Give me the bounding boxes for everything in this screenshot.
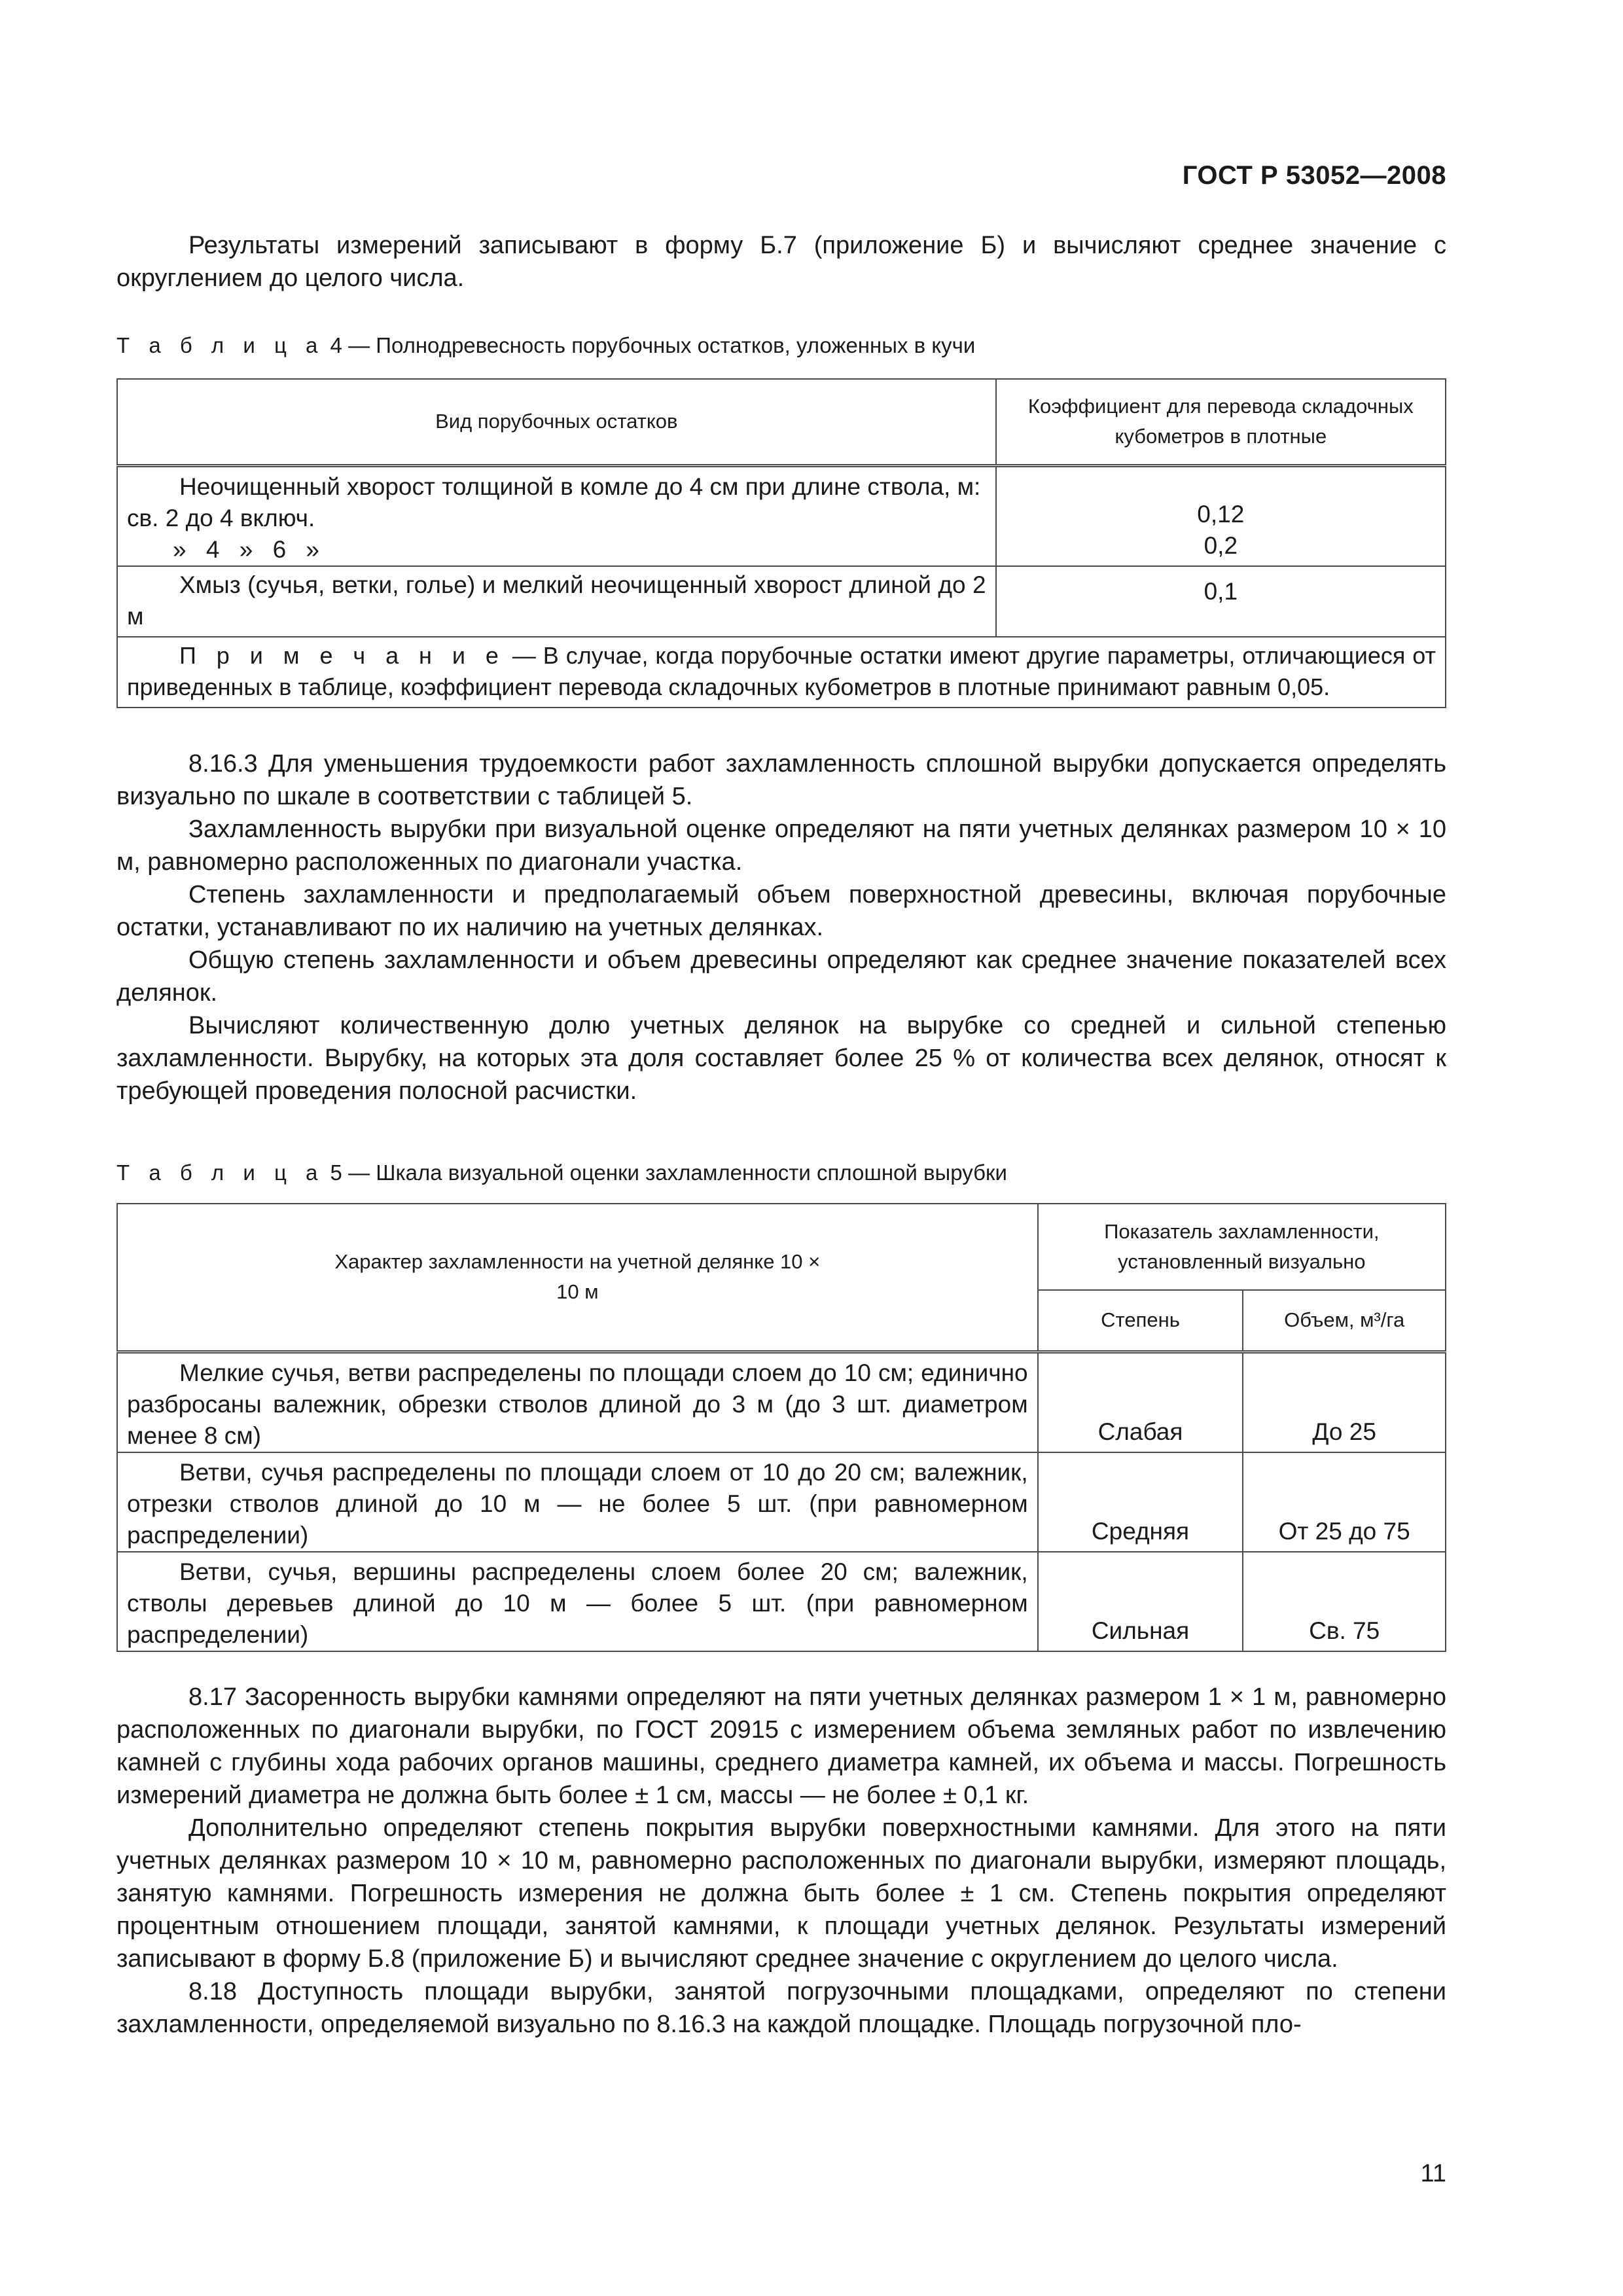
value: 0,1 [1204, 577, 1238, 605]
table-cell [117, 1552, 1038, 1651]
table-cell: От 25 до 75 [1243, 1452, 1446, 1552]
table-caption-label: Т а б л и ц а [116, 1160, 325, 1185]
column-subheader: Объем, м³/га [1243, 1290, 1446, 1352]
document-page [116, 0, 1446, 2296]
table-cell [117, 566, 996, 637]
table4 [116, 378, 1446, 708]
paragraph: 8.18 Доступность площади вырубки, занятой погрузочными площадками, определяют по степени захламленности, определяемой визуально по 8.16.3 на каждой площадке. Площадь погрузочной пло- [116, 1978, 1446, 2038]
row-text: Хмыз (сучья, ветки, голье) и мелкий неочищенный хворост длиной до 2 м [127, 571, 986, 630]
note-label: П р и м е ч а н и е [179, 641, 505, 669]
table-row [117, 1452, 1446, 1552]
note-text: — В случае, когда порубочные остатки имеют другие параметры, отличающиеся от приведенных в таблице, коэффициент перевода складочных кубометров в плотные принимают равным 0,05. [127, 641, 1436, 700]
table-cell: Св. 75 [1243, 1552, 1446, 1651]
paragraph: Дополнительно определяют степень покрытия вырубки поверхностными камнями. Для этого на пяти учетных делянках размером 10 × 10 м, равномерно расположенных по диагонали вырубки, измеряют площадь, занятую камнями. Погрешность измерения не должна быть более ± 1 см. Степень покрытия определяют процентным отношением площади, занятой камнями, к площади учетных делянок. Результаты измерений записывают в форму Б.8 (приложение Б) и вычисляют среднее значение с округлением до целого числа. [116, 1814, 1446, 1973]
table-header-row [117, 379, 1446, 465]
value: 0,2 [1204, 531, 1238, 559]
column-header: Характер захламленности на учетной делянке 10 × 10 м [117, 1204, 1038, 1352]
row-text: Ветви, сучья распределены по площади слоем от 10 до 20 см; валежник, отрезки стволов длиной до 10 м — не более 5 шт. (при равномерном распределении) [127, 1458, 1028, 1549]
paragraph: 8.16.3 Для уменьшения трудоемкости работ захламленность сплошной вырубки допускается определять визуально по шкале в соответствии с таблицей 5. [116, 750, 1446, 810]
column-header: Показатель захламленности, установленный визуально [1038, 1204, 1446, 1290]
column-subheader: Степень [1038, 1290, 1243, 1352]
table-caption-text: 4 — Полнодревесность порубочных остатков, уложенных в кучи [324, 333, 976, 357]
table-note-row [117, 637, 1446, 708]
page-number: 11 [1420, 2160, 1446, 2187]
table-cell [996, 566, 1446, 637]
section-8-17 [116, 1681, 1446, 2041]
table-note [117, 637, 1446, 708]
table-cell [996, 465, 1446, 566]
table-row [117, 1552, 1446, 1651]
table-cell: Слабая [1038, 1352, 1243, 1452]
table5 [116, 1203, 1446, 1652]
section-8-16-3 [116, 747, 1446, 1107]
row-text: Ветви, сучья, вершины распределены слоем более 20 см; валежник, стволы деревьев длиной до 10 м — более 5 шт. (при равномерном распределении) [127, 1558, 1028, 1648]
column-header: Коэффициент для перевода складочных кубометров в плотные [996, 379, 1446, 465]
row-subitem: » 4 » 6 » [173, 535, 320, 563]
table-cell [117, 1352, 1038, 1452]
table5-caption [116, 1160, 1007, 1186]
row-subitem: св. 2 до 4 включ. [127, 504, 315, 531]
table4-caption [116, 332, 975, 359]
row-text: Неочищенный хворост толщиной в комле до 4 см при длине ствола, м: [179, 473, 981, 500]
column-header: Вид порубочных остатков [117, 379, 996, 465]
paragraph: Степень захламленности и предполагаемый объем поверхностной древесины, включая порубочные остатки, устанавливают по их наличию на учетных делянках. [116, 881, 1446, 941]
value: 0,12 [1197, 500, 1245, 528]
table-row [117, 1352, 1446, 1452]
table-cell [117, 465, 996, 566]
paragraph: Захламленность вырубки при визуальной оценке определяют на пяти учетных делянках размером 10 × 10 м, равномерно расположенных по диагонали участка. [116, 816, 1446, 876]
table-caption-text: 5 — Шкала визуальной оценки захламленности сплошной вырубки [324, 1160, 1007, 1185]
table-cell [117, 1452, 1038, 1552]
table-cell: До 25 [1243, 1352, 1446, 1452]
paragraph: Общую степень захламленности и объем древесины определяют как среднее значение показателей всех делянок. [116, 946, 1446, 1007]
table-row [117, 465, 1446, 566]
table-caption-label: Т а б л и ц а [116, 333, 325, 357]
paragraph: Результаты измерений записывают в форму Б.7 (приложение Б) и вычисляют среднее значение с округлением до целого числа. [116, 232, 1446, 292]
paragraph: Вычисляют количественную долю учетных делянок на вырубке со средней и сильной степенью захламленности. Вырубку, на которых эта доля составляет более 25 % от количества всех делянок, относят к требующей проведения полосной расчистки. [116, 1012, 1446, 1105]
table-cell: Сильная [1038, 1552, 1243, 1651]
note [127, 640, 1436, 703]
table-cell: Средняя [1038, 1452, 1243, 1552]
table-row [117, 566, 1446, 637]
intro-paragraph [116, 229, 1446, 295]
document-code: ГОСТ Р 53052—2008 [1182, 161, 1446, 190]
paragraph: 8.17 Засоренность вырубки камнями определяют на пяти учетных делянках размером 1 × 1 м, равномерно расположенных по диагонали вырубки, по ГОСТ 20915 с измерением объема земляных работ по извлечению камней с глубины хода рабочих органов машины, среднего диаметра камней, их объема и массы. Погрешность измерений диаметра не должна быть более ± 1 см, массы — не более ± 0,1 кг. [116, 1683, 1446, 1809]
row-text: Мелкие сучья, ветви распределены по площади слоем до 10 см; единично разбросаны валежник, обрезки стволов длиной до 3 м (до 3 шт. диаметром менее 8 см) [127, 1359, 1028, 1449]
table-header-row [117, 1204, 1446, 1290]
